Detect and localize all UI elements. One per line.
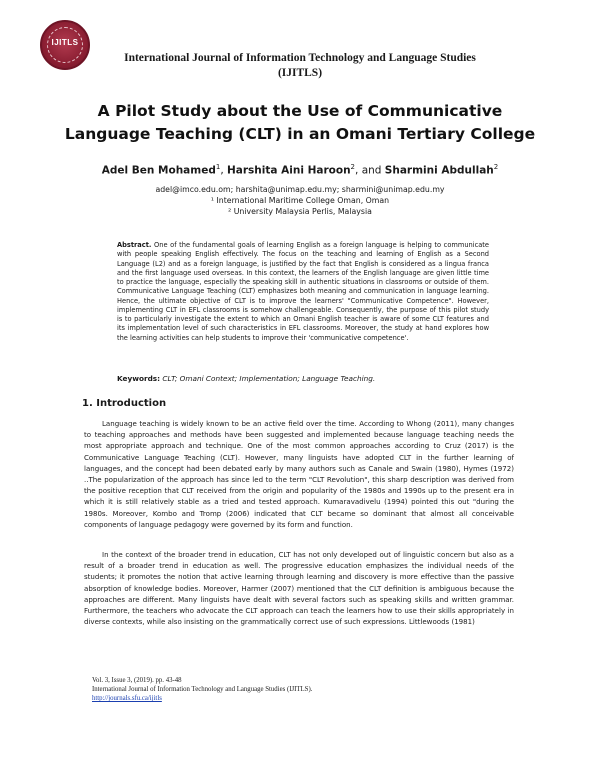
journal-abbrev: (IJITLS) bbox=[277, 67, 323, 79]
title-line-1: A Pilot Study about the Use of Communicative bbox=[97, 102, 503, 120]
author-separator: , and bbox=[355, 164, 385, 177]
paper-title bbox=[60, 100, 540, 146]
author-name: Adel Ben Mohamed bbox=[101, 164, 216, 177]
author-list bbox=[60, 163, 540, 177]
affiliation-2: ² University Malaysia Perlis, Malaysia bbox=[228, 207, 372, 216]
affiliations bbox=[60, 184, 540, 217]
author-affil-mark: 1 bbox=[215, 163, 221, 171]
section-heading: 1. Introduction bbox=[82, 398, 167, 409]
journal-link[interactable]: http://journals.sfu.ca/ijitls bbox=[92, 695, 162, 703]
author-affil-mark: 2 bbox=[493, 163, 499, 171]
affiliation-1: ¹ International Maritime College Oman, Oman bbox=[210, 196, 390, 205]
journal-logo bbox=[40, 20, 90, 70]
keywords-label: Keywords: bbox=[117, 374, 161, 383]
author-name: Harshita Aini Haroon bbox=[227, 164, 351, 177]
body-paragraph-1: Language teaching is widely known to be an active field over the time. According to Whong (2011), many changes to teaching approaches and methods have been suggested and implemented because language teaching needs the most appropriate approach and technique. One of the most common approaches according to Cruz (2017) is the Communicative Language Teaching (CLT). However, many linguists have adopted CLT in the further learning of languages, and the concept had been debated early by many authors such as Canale and Swain (1980), Hymes (1972) ..The popularization of the approach has since led to the term "CLT Revolution", this sharp description was derived from the positive reception that CLT received from the origin and popularity of the 1980s and 1990s up to the present era in which it is still relatively stable as a tried and tested approach. Kumaravadivelu (1994) pointed this out "during the 1980s. Moreover, Kombo and Tromp (2006) indicated that CLT became so dominant that almost all conceivable components of language pedagogy were governed by its form and function. bbox=[84, 419, 514, 529]
keywords bbox=[117, 374, 537, 383]
abstract-text: One of the fundamental goals of learning English as a foreign language is helping to communicate with people speaking English effectively. The focus on the teaching and learning of English as a Second Language (L2) and as a foreign language, is justified by the fact that English is considered as a lingua franca and the first language used overseas. In this context, the learners of the English language are given little time to practice the language, especially the speaking skill in authentic situations in classrooms or outside of them. Communicative Language Teaching (CLT) emphasizes both meaning and communication in language learning. Hence, the ultimate objective of CLT is to improve the learners' "Communicative Competence". However, implementing CLT in EFL classrooms is somehow challengeable. Consequently, the purpose of this pilot study is to particularly investigate the extent to which an Omani English teacher is aware of some CLT features and its implementation level of such characteristics in EFL classrooms. Moreover, the study at hand explores how the learning activities can help students to improve their 'communicative competence'. bbox=[117, 241, 489, 342]
title-line-2: Language Teaching (CLT) in an Omani Tertiary College bbox=[64, 125, 536, 143]
author-separator: , bbox=[220, 164, 227, 177]
abstract-label: Abstract. bbox=[117, 241, 152, 249]
author-emails: adel@imco.edu.om; harshita@unimap.edu.my; sharmini@unimap.edu.my bbox=[155, 185, 445, 194]
keywords-text: CLT; Omani Context; Implementation; Language Teaching. bbox=[162, 374, 376, 383]
journal-name: International Journal of Information Technology and Language Studies bbox=[124, 52, 476, 64]
footer-journal: International Journal of Information Technology and Language Studies (IJITLS). bbox=[92, 686, 313, 694]
footer-volume: Vol. 3, Issue 3, (2019). pp. 43-48 bbox=[92, 677, 182, 684]
journal-header bbox=[100, 51, 500, 81]
body-paragraph-2: In the context of the broader trend in education, CLT has not only developed out of linguistic concern but also as a result of a broader trend in education as well. The progressive education emphasizes the individual needs of the students; it promotes the notion that active learning through learning and discovery is more effective than the passive absorption of knowledge bodies. Moreover, Harmer (2007) mentioned that the CLT definition is ambiguous because the approaches are different. Many linguists have dealt with several factors such as speaking skills and written grammar. Furthermore, the teachers who advocate the CLT approach can teach the learners how to use their skills appropriately in diverse contexts, while also insisting on the grammatically correct use of such expressions. Littlewoods (1981) bbox=[84, 550, 514, 627]
abstract bbox=[117, 241, 489, 343]
author-affil-mark: 2 bbox=[350, 163, 356, 171]
author-name: Sharmini Abdullah bbox=[384, 164, 494, 177]
logo-text: IJITLS bbox=[51, 38, 79, 47]
page-footer bbox=[92, 676, 532, 704]
